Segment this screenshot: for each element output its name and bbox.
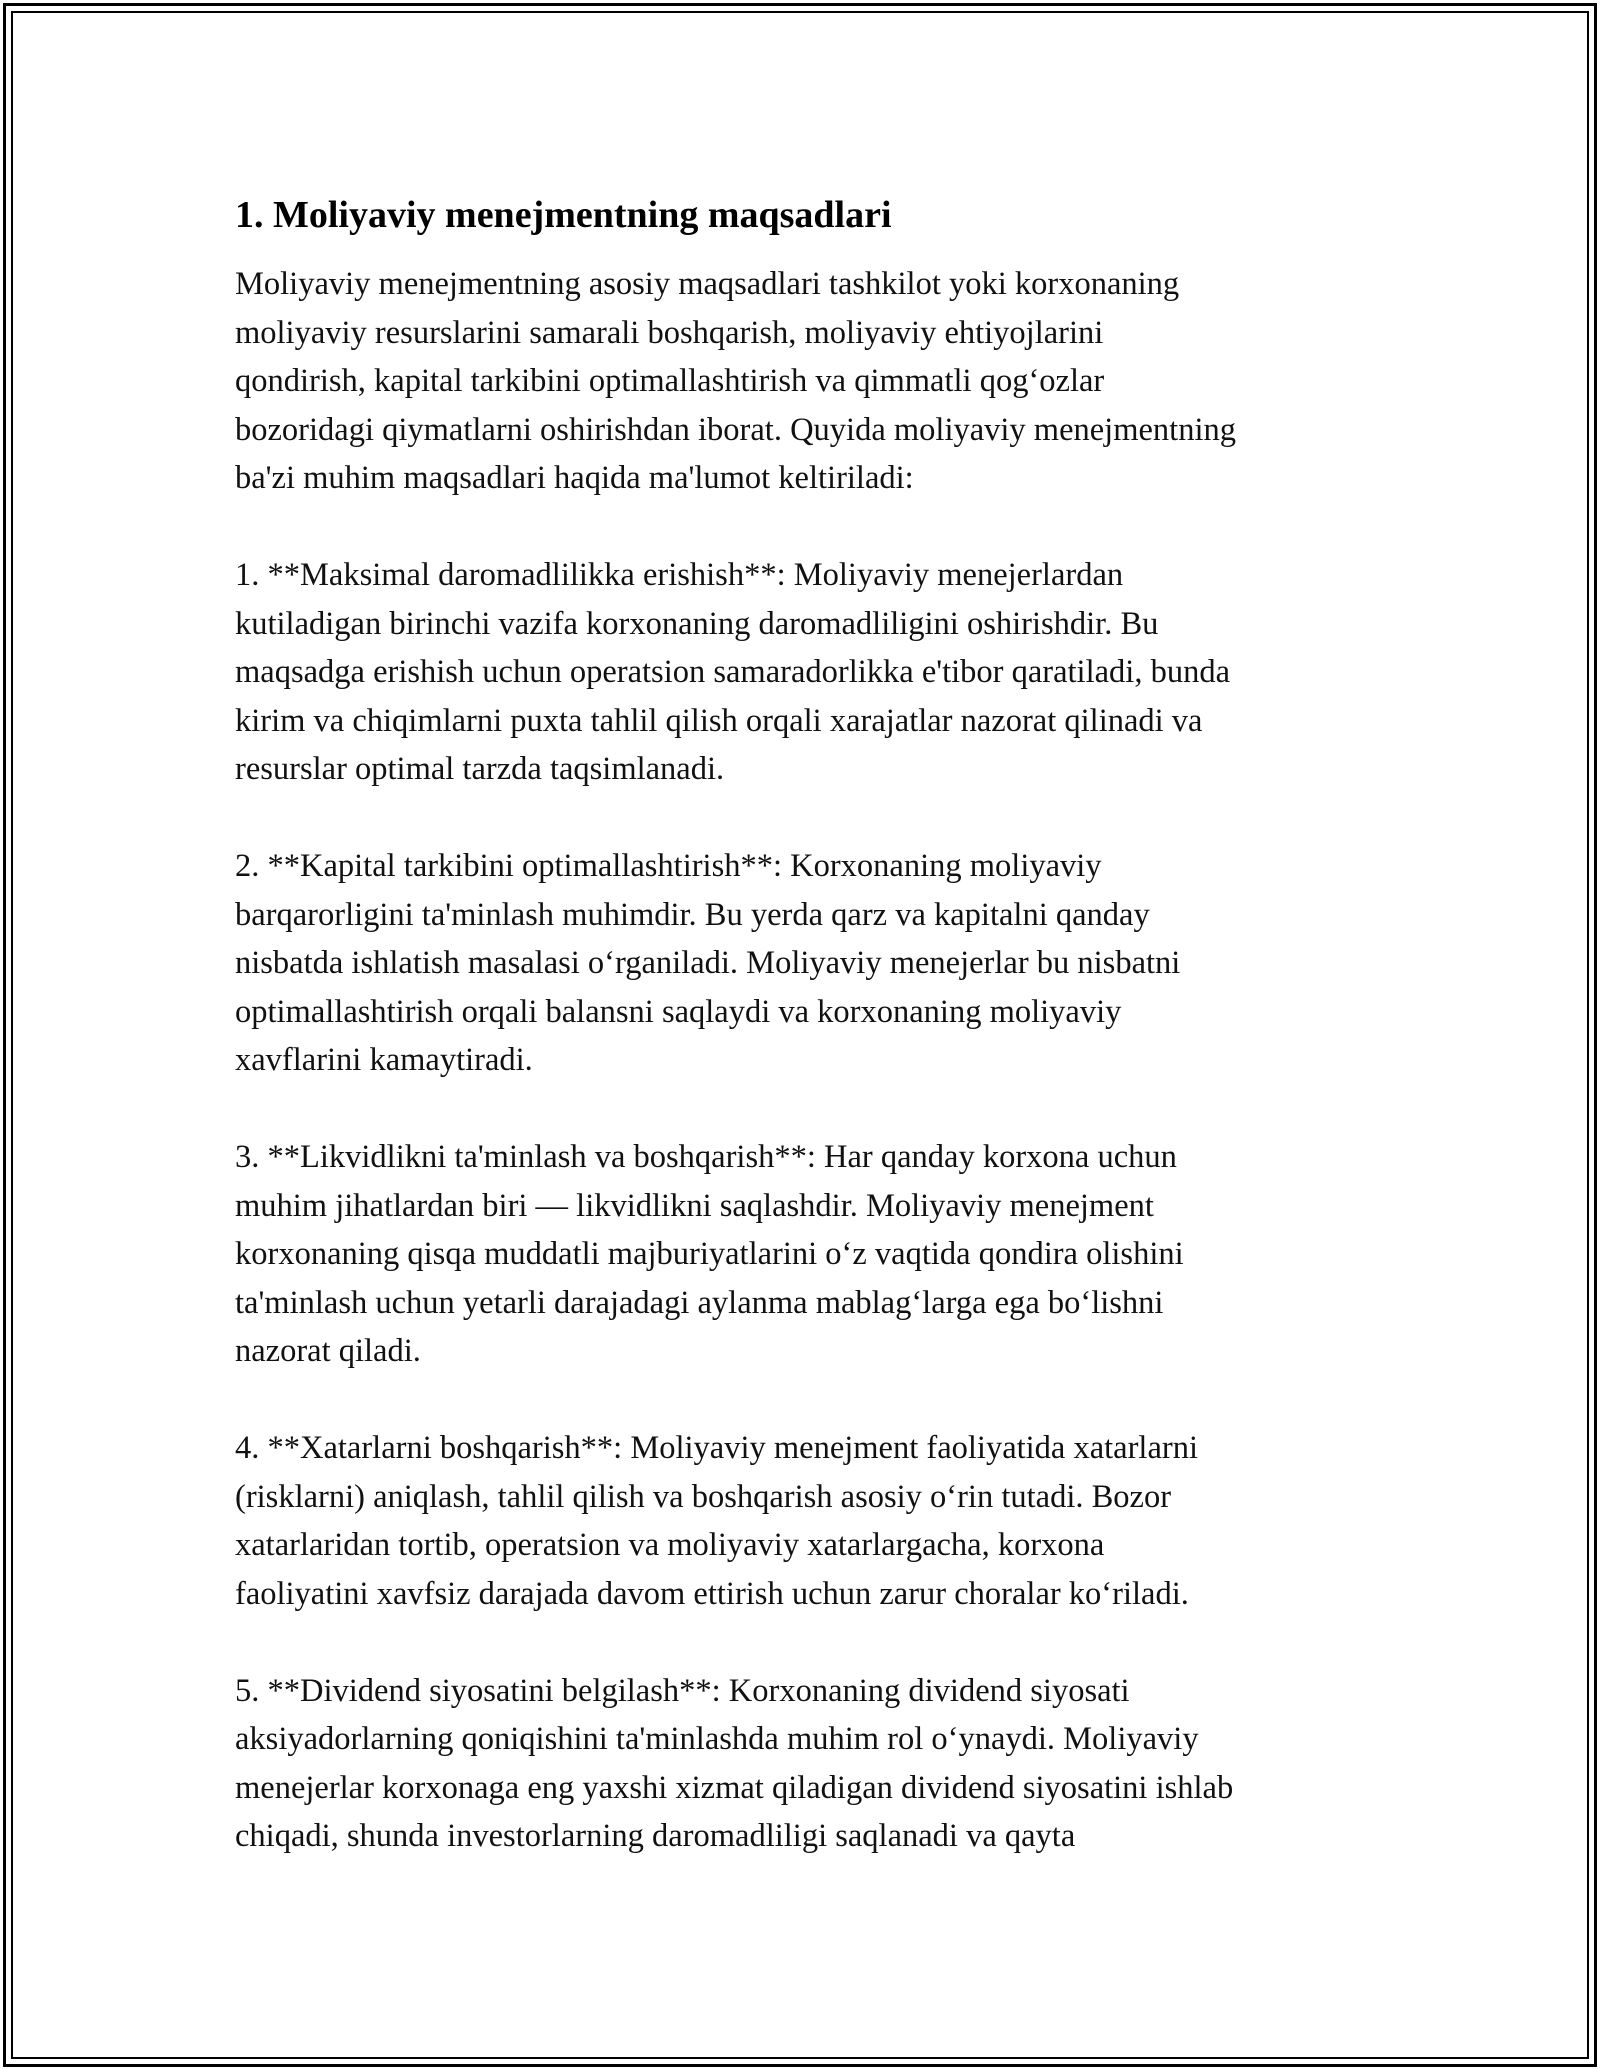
intro-paragraph: Moliyaviy menejmentning asosiy maqsadlari tashkilot yoki korxonaning moliyaviy resurslarini samarali boshqarish, moliyaviy ehtiyojlarini qondirish, kapital tarkibini optimallashtirish va qimmatli qog‘ozlar bozoridagi qiymatlarni oshirishdan iborat. Quyida moliyaviy menejmentning ba'zi muhim maqsadlari haqida ma'lumot keltiriladi: <box>235 266 1236 496</box>
goal-4-paragraph: 4. **Xatarlarni boshqarish**: Moliyaviy menejment faoliyatida xatarlarni (risklarni) aniqlash, tahlil qilish va boshqarish asosiy o‘rin tutadi. Bozor xatarlaridan tortib, operatsion va moliyaviy xatarlargacha, korxona faoliyatini xavfsiz darajada davom ettirish uchun zarur choralar ko‘riladi. <box>235 1430 1198 1612</box>
goal-3-paragraph: 3. **Likvidlikni ta'minlash va boshqarish**: Har qanday korxona uchun muhim jihatlardan biri — likvidlikni saqlashdir. Moliyaviy menejment korxonaning qisqa muddatli majburiyatlarini o‘z vaqtida qondira olishini ta'minlash uchun yetarli darajadagi aylanma mablag‘larga ega bo‘lishni nazorat qiladi. <box>235 1139 1184 1369</box>
document-body <box>235 190 1385 1861</box>
goal-1-paragraph: 1. **Maksimal daromadlilikka erishish**: Moliyaviy menejerlardan kutiladigan birinchi vazifa korxonaning daromadliligini oshirishdir. Bu maqsadga erishish uchun operatsion samaradorlikka e'tibor qaratiladi, bunda kirim va chiqimlarni puxta tahlil qilish orqali xarajatlar nazorat qilinadi va resurslar optimal tarzda taqsimlanadi. <box>235 557 1230 787</box>
section-heading: 1. Moliyaviy menejmentning maqsadlari <box>235 194 892 236</box>
goal-5-paragraph: 5. **Dividend siyosatini belgilash**: Korxonaning dividend siyosati aksiyadorlarning qoniqishini ta'minlashda muhim rol o‘ynaydi. Moliyaviy menejerlar korxonaga eng yaxshi xizmat qiladigan dividend siyosatini ishlab chiqadi, shunda investorlarning daromadliligi saqlanadi va qayta <box>235 1672 1234 1854</box>
goal-2-paragraph: 2. **Kapital tarkibini optimallashtirish**: Korxonaning moliyaviy barqarorligini ta'minlash muhimdir. Bu yerda qarz va kapitalni qanday nisbatda ishlatish masalasi o‘rganiladi. Moliyaviy menejerlar bu nisbatni optimallashtirish orqali balansni saqlaydi va korxonaning moliyaviy xavflarini kamaytiradi. <box>235 848 1181 1078</box>
